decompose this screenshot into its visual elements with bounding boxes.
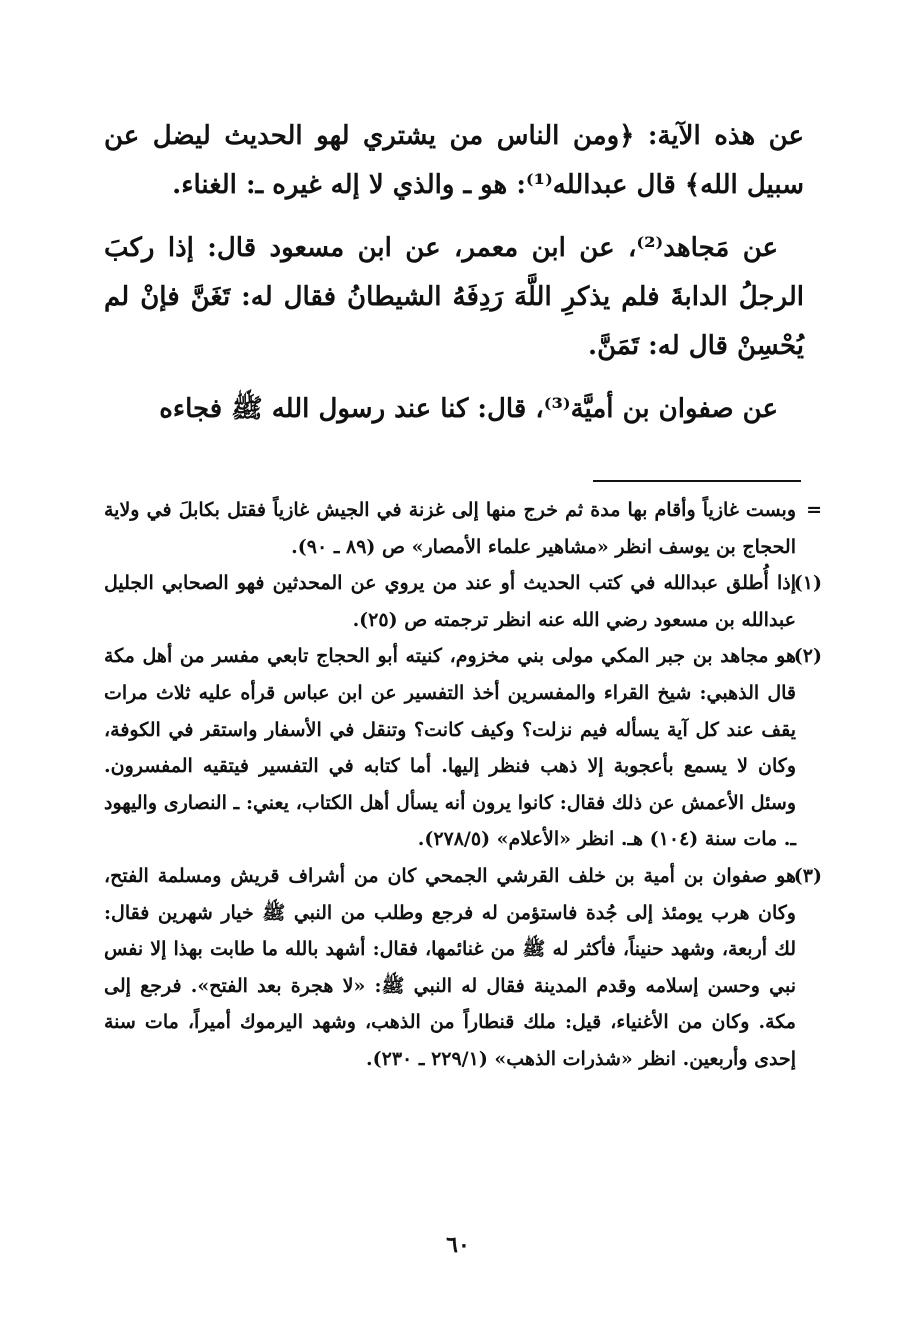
main-text [104, 112, 804, 448]
footnote-2 [104, 638, 822, 858]
footnote-text: وبست غازياً وأقام بها مدة ثم خرج منها إلى غزنة في الجيش غازياً فقتل بكابلَ في ولاية الحجاج بن يوسف انظر «مشاهير علماء الأمصار» ص (٨٩ ـ ٩٠). [104, 499, 796, 558]
footnote-continuation [104, 492, 822, 565]
footnotes [104, 492, 822, 1078]
footnote-marker: = [806, 499, 822, 521]
footnote-marker: (٢) [793, 645, 822, 668]
footnote-text: هو صفوان بن أمية بن خلف القرشي الجمحي كان من أشراف قريش ومسلمة الفتح، وكان هرب يومئذ إلى جُدة فاستؤمن له فرجع وطلب من النبي ﷺ خيار شهرين فقال: لك أربعة، وشهد حنيناً، فأكثر له ﷺ من غنائمها، فقال: أشهد بالله ما طابت بهذا إلا نفس نبي وحسن إسلامه وقدم المدينة فقال له النبي ﷺ: «لا هجرة بعد الفتح». فرجع إلى مكة. وكان من الأغنياء، قيل: ملك قنطاراً من الذهب، وشهد اليرموك أميراً، مات سنة إحدى وأربعين. انظر «شذرات الذهب» (٢٢٩/١ ـ ٢٣٠). [104, 864, 796, 1070]
main-paragraph: عن هذه الآية: ﴿ومن الناس من يشتري لهو الحديث ليضل عن سبيل الله﴾ قال عبدالله⁽¹⁾: هو ـ والذي لا إله غيره ـ: الغناء. [104, 121, 804, 200]
footnote-1 [104, 565, 822, 638]
footnote-separator [593, 480, 801, 482]
footnote-text: هو مجاهد بن جبر المكي مولى بني مخزوم، كنيته أبو الحجاج تابعي مفسر من أهل مكة قال الذهبي: شيخ القراء والمفسرين أخذ التفسير عن ابن عباس قرأه عليه ثلاث مرات يقف عند كل آية يسأله فيم نزلت؟ وكيف كانت؟ وتنقل في الأسفار واستقر في الكوفة، وكان لا يسمع بأعجوبة إلا ذهب فنظر إليها. أما كتابه في التفسير فيتقيه المفسرون. وسئل الأعمش عن ذلك فقال: كانوا يرون أنه يسأل أهل الكتاب، يعني: ـ النصارى واليهود ـ. مات سنة (١٠٤) هـ. انظر «الأعلام» (٢٧٨/٥). [104, 645, 796, 851]
footnote-3 [104, 858, 822, 1078]
main-paragraph: عن مَجاهد⁽²⁾، عن ابن معمر، عن ابن مسعود قال: إذا ركبَ الرجلُ الدابةَ فلم يذكرِ اللَّهَ رَدِفَهُ الشيطانُ فقال له: تَغَنَّ فإنْ لم يُحْسِنْ قال له: تَمَنَّ. [104, 233, 804, 361]
footnote-marker: (٣) [793, 864, 822, 887]
footnote-text: إذا أُطلق عبدالله في كتب الحديث أو عند من يروي عن المحدثين فهو الصحابي الجليل عبدالله بن مسعود رضي الله عنه انظر ترجمته ص (٢٥). [104, 572, 796, 631]
main-paragraph: عن صفوان بن أميَّة⁽³⁾، قال: كنا عند رسول الله ﷺ فجاءه [159, 394, 778, 424]
footnote-marker: (١) [793, 572, 822, 595]
page-number: ٦٠ [446, 1232, 470, 1258]
